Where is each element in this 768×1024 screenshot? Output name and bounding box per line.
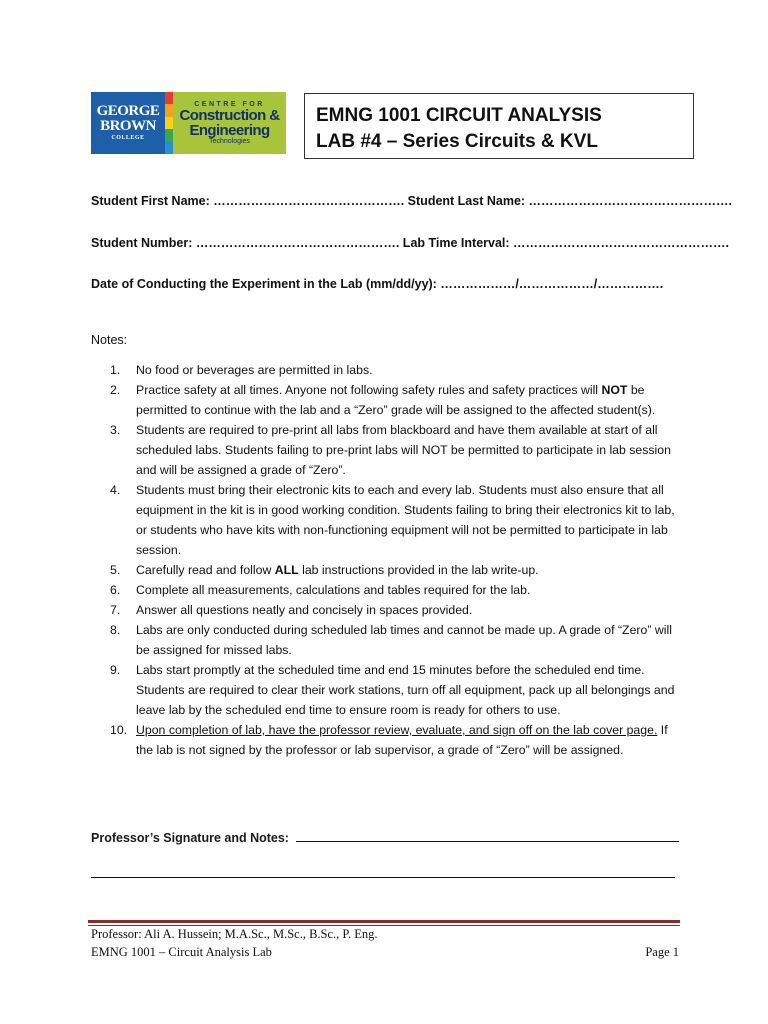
logo-color-strip (165, 92, 173, 154)
note-text: No food or beverages are permitted in labs. (136, 363, 373, 377)
note-number: 1. (110, 363, 121, 377)
note-number: 6. (110, 583, 121, 597)
note-number: 8. (110, 623, 121, 637)
signature-row (91, 829, 679, 845)
page-number: Page 1 (645, 945, 679, 959)
note-text: ALL (274, 563, 299, 577)
note-item (110, 420, 685, 480)
footer-rule-thin (88, 925, 680, 926)
note-item (110, 720, 685, 760)
note-number: 4. (110, 483, 121, 497)
experiment-date-field[interactable]: Date of Conducting the Experiment in the Lab (mm/dd/yy): ………………/………………/……………. (91, 277, 664, 291)
student-number-field[interactable]: Student Number: …………………………………………. Lab Time Interval: ……………………………………………. (91, 236, 729, 250)
note-item (110, 380, 685, 420)
note-number: 2. (110, 383, 121, 397)
note-text: Carefully read and follow (136, 563, 275, 577)
note-item (110, 480, 685, 560)
note-item (110, 560, 685, 580)
note-number: 9. (110, 663, 121, 677)
note-item (110, 580, 685, 600)
note-text: NOT (601, 383, 628, 397)
logo-centre-line3: Engineering (189, 121, 270, 139)
notes-list (110, 360, 685, 760)
notes-label: Notes: (91, 333, 128, 347)
note-text: Students must bring their electronic kits to each and every lab. Students must also ensure that all equipment in the kit is in good working condition. Students failing to bring their electronics kit to lab, or students who have kits with non-functioning equipment will not be permitted to participate in lab session. (136, 483, 675, 557)
note-text: Practice safety at all times. Anyone not following safety rules and safety practices will (136, 383, 602, 397)
footer-professor: Professor: Ali A. Hussein; M.A.Sc., M.Sc., B.Sc., P. Eng. (91, 927, 378, 941)
note-item (110, 600, 685, 620)
footer-rule-thick (88, 920, 680, 923)
signature-line[interactable] (296, 829, 679, 842)
title-box (304, 93, 694, 159)
footer-course: EMNG 1001 – Circuit Analysis Lab (91, 945, 272, 959)
logo-centre-line2: Construction & (179, 106, 280, 124)
logo-school-line3: COLLEGE (111, 135, 145, 141)
note-item (110, 620, 685, 660)
note-text: Upon completion of lab, have the professor review, evaluate, and sign off on the lab cover page. (136, 723, 658, 737)
notes-line[interactable] (91, 877, 675, 878)
note-text: Complete all measurements, calculations and tables required for the lab. (136, 583, 531, 597)
note-text: If the lab is not signed by the professor or lab supervisor, a grade of “Zero” will be assigned. (136, 723, 668, 757)
logo-school-line1: GEORGE (96, 103, 160, 119)
note-number: 7. (110, 603, 121, 617)
lab-title: LAB #4 – Series Circuits & KVL (316, 131, 598, 152)
student-name-field[interactable]: Student First Name: ………………………………………. Student Last Name: …………………………………………. (91, 194, 733, 208)
signature-label: Professor’s Signature and Notes: (91, 831, 289, 845)
note-number: 10. (110, 723, 128, 737)
george-brown-logo (91, 92, 286, 154)
george-brown-mark (91, 92, 165, 154)
logo-centre-line4: Technologies (209, 137, 250, 145)
note-text: Labs start promptly at the scheduled time and end 15 minutes before the scheduled end time. Students are required to clear their work stations, turn off all equipment, pack up all belongings and leave lab by the scheduled end time to ensure room is ready for others to use. (136, 663, 675, 717)
logo-school-line2: BROWN (100, 118, 156, 134)
centre-mark (173, 92, 286, 154)
note-text: Students are required to pre-print all labs from blackboard and have them available at start of all scheduled labs. Students failing to pre-print labs will NOT be permitted to participate in lab session and will be assigned a grade of “Zero”. (136, 423, 671, 477)
note-number: 5. (110, 563, 121, 577)
note-item (110, 660, 685, 720)
note-text: lab instructions provided in the lab write-up. (298, 563, 539, 577)
note-text: Labs are only conducted during scheduled lab times and cannot be made up. A grade of “Zero” will be assigned for missed labs. (136, 623, 672, 657)
note-item (110, 360, 685, 380)
logo-centre-line1: CENTRE FOR (194, 100, 265, 108)
note-text: Answer all questions neatly and concisely in spaces provided. (136, 603, 473, 617)
note-text: be permitted to continue with the lab and a “Zero” grade will be assigned to the affected student(s). (136, 383, 656, 417)
note-number: 3. (110, 423, 121, 437)
course-title: EMNG 1001 CIRCUIT ANALYSIS (316, 105, 602, 126)
